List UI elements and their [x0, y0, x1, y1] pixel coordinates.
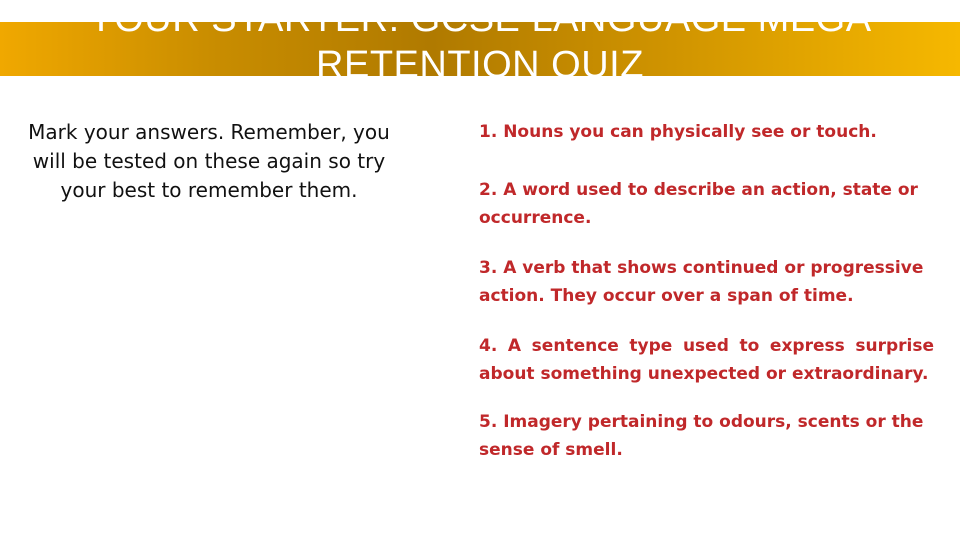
instruction-text: Mark your answers. Remember, you will be tested on these again so try your best to remember them.	[28, 120, 390, 202]
question-item-5: 5. Imagery pertaining to odours, scents or the sense of smell.	[479, 412, 924, 460]
question-item-1: 1. Nouns you can physically see or touch.	[479, 122, 877, 142]
question-item-3: 3. A verb that shows continued or progressive action. They occur over a span of time.	[479, 258, 924, 306]
question-item-4: 4. A sentence type used to express surprise about something unexpected or extraordinary.	[479, 336, 934, 384]
question-item-2: 2. A word used to describe an action, state or occurrence.	[479, 180, 918, 228]
question-list	[479, 118, 934, 464]
slide-title: YOUR STARTER: GCSE LANGUAGE MEGA RETENTION QUIZ	[88, 0, 872, 86]
